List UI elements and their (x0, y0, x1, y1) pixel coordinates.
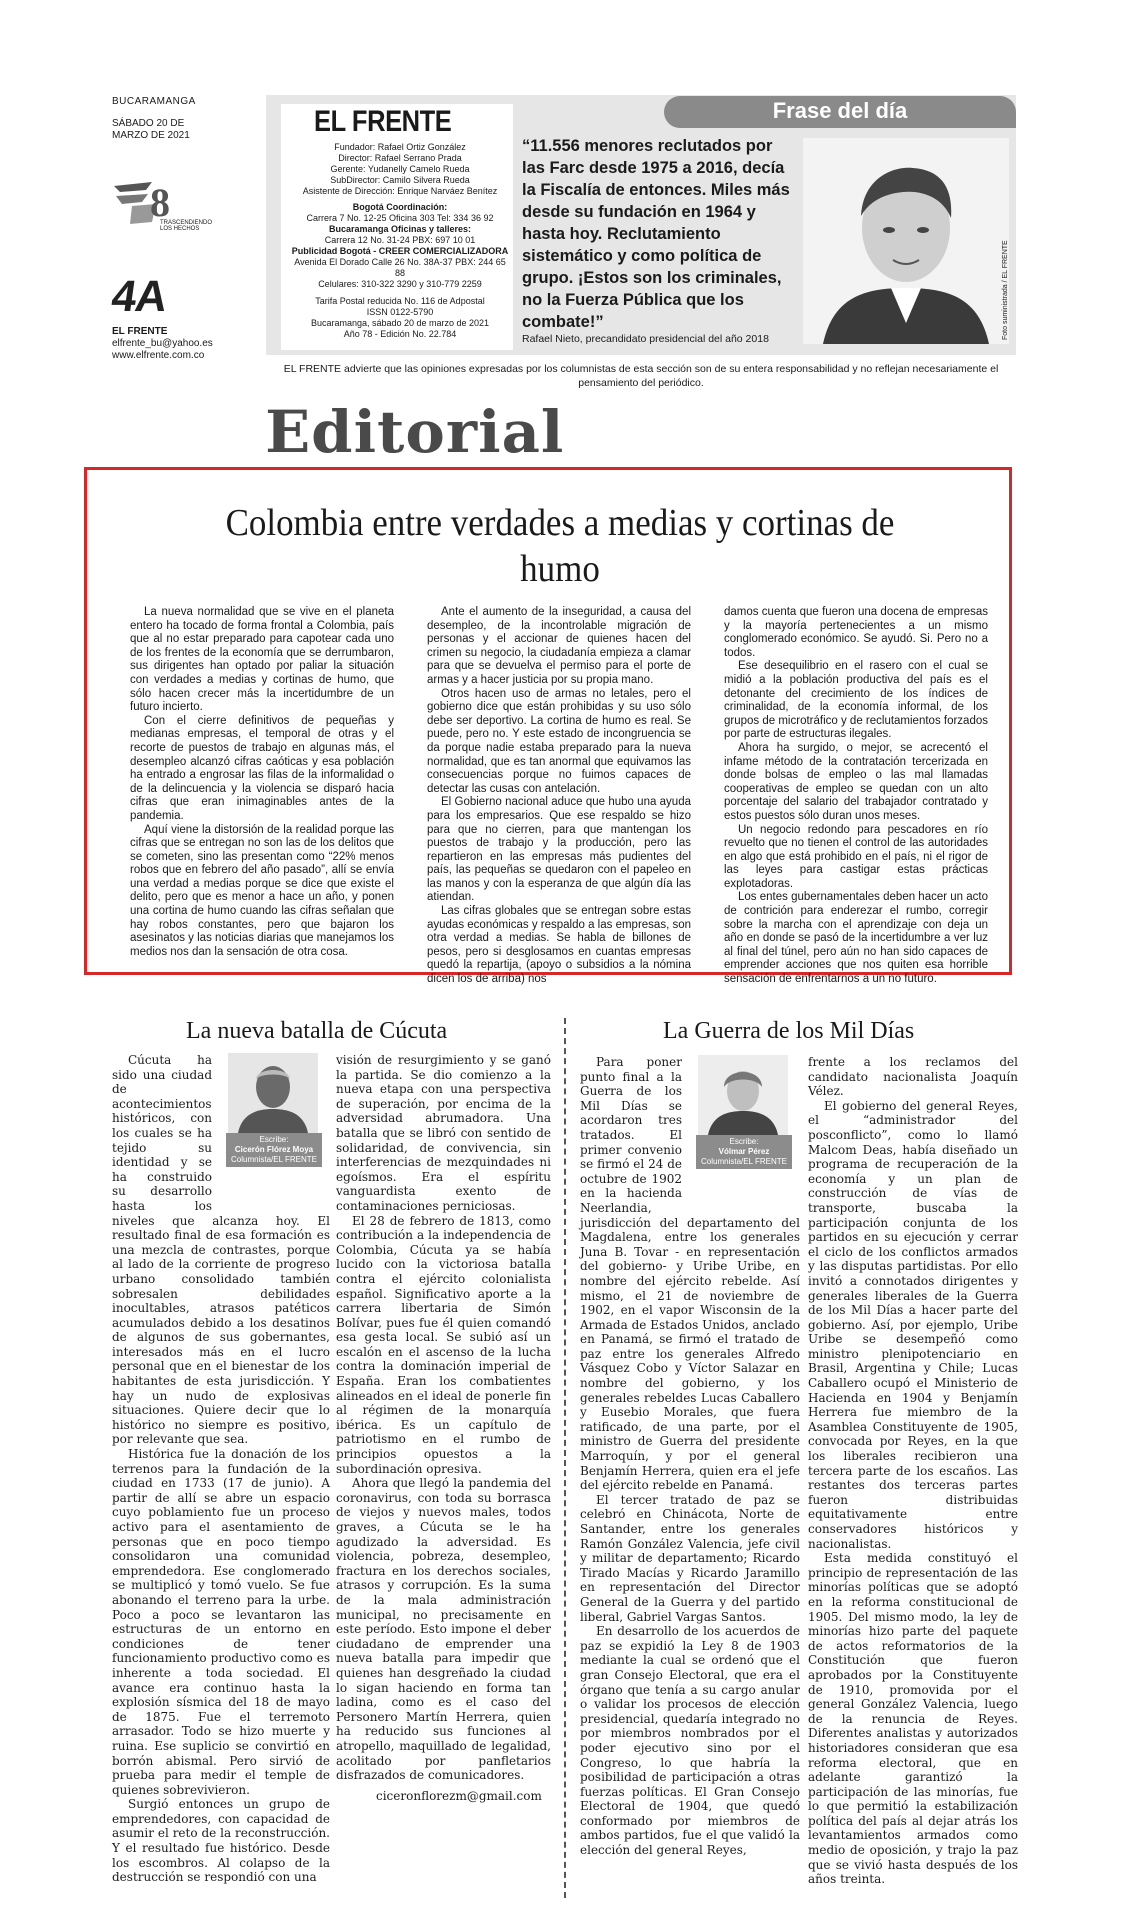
caption-escribe: Escribe: (729, 1137, 759, 1146)
author-email[interactable]: ciceronflorezm@gmail.com (376, 1788, 542, 1803)
paragraph: Ese desequilibrio en el rasero con el cual se midió a la población productiva del país es el detonante del crecimiento de los índices de criminalidad, de la economía informal, de los grupos de microtráfico y de reclutamientos forzados por parte de estructuras ilegales. (724, 660, 988, 741)
paragraph: La nueva normalidad que se vive en el planeta entero ha tocado de forma frontal a Colombia, país que al no estar preparado para capotear cada uno de los frentes de la economía que se derrumbaron, sus dirigentes han optado por paliar la situación con verdades a medias y cortinas de humo, que sólo hacen crecer más la incertidumbre de un futuro incierto. (130, 606, 394, 714)
column-right-title: La Guerra de los Mil Días (663, 1018, 915, 1044)
logo-tagline: TRASCENDIENDO LOS HECHOS (160, 220, 213, 232)
staff-line: ISSN 0122-5790 (366, 307, 434, 317)
caption-escribe: Escribe: (259, 1135, 289, 1144)
paragraph: Con el cierre definitivos de pequeñas y medianas empresas, el temporal de otras y el recorte de puestos de trabajo en algunas más, el desempleo alcanzó cifras caóticas y esa población ha entrado a engrosar las filas de la informalidad o de la delincuencia y la violencia se disparó hacia cifras que eran inimaginables antes de la pandemia. (130, 714, 394, 822)
author-photo-box (218, 1053, 330, 1203)
paragraph: Ante el aumento de la inseguridad, a causa del desempleo, de la incontrolable migración de personas y el accionar de quienes hacen del crimen su negocio, la ciudadanía empieza a clamar para que se devuelva el permiso para el porte de armas y a hacer justicia por su propia mano. (427, 606, 691, 686)
staff-line: Publicidad Bogotá - CREER COMERCIALIZADORA (291, 246, 509, 256)
caption-role: Columnista/EL FRENTE (701, 1157, 787, 1166)
paragraph: Para poner punto final a la Guerra de los Mil Días se acordaron tres tratados. El primer convenio se firmó el 24 de octubre de 1902 en la hacienda Neerlandia, jurisdicción del departamento del Magdalena, entre los generales Juna B. Tovar - en representación del gobierno- y Uribe Uribe, en nombre del ejército rebelde. Así mismo, el 21 de noviembre de 1902, en el vapor Wisconsin de la Armada de Estados Unidos, anclado en Panamá, se firmó el tratado de paz entre los generales Alfredo Vásquez Cobo y Víctor Salazar en nombre del gobierno, y los generales rebeldes Lucas Caballero y Eusebio Morales, que fuera ratificado, de una parte, por el ministro de Guerra del presidente Marroquín, y por el general Benjamín Herrera, quien era el jefe del ejército rebelde en Panamá. (580, 1055, 800, 1493)
paragraph: Ahora que llegó la pandemia del coronavirus, con toda su borrasca de viejos y nuevos males, todos graves, a Cúcuta se le ha agudizado la adversidad. Es violencia, pobreza, desempleo, fractura en los derechos sociales, atrasos y corrupción. Es la suma de la mala administración municipal, no precisamente en este período. Esto impone el deber ciudadano de emprender una nueva batalla para impedir que quienes han desgreñado la ciudad lo sigan haciendo en forma tan ladina, como es el caso del Personero Martín Herrera, quien ha reducido sus funciones al atropello, maquillado de legalidad, acolitado por panfletarios disfrazados de comunicadores. (336, 1476, 551, 1783)
paragraph: Histórica fue la donación de los terrenos para la fundación de la ciudad en 1733 (17 de junio). A partir de allí se abre un espacio cuyo poblamiento fue un proceso activo para el asentamiento de personas que en poco tiempo consolidaron una comunidad emprendedora. Ese conglomerado se multiplicó y tomó vuelo. Se fue abonando el terreno para la urbe. Poco a poco se levantaron las estructuras de un entorno en condiciones de tener funcionamiento productivo como es inherente a toda sociedad. El avance era continuo hasta la explosión sísmica del 18 de mayo de 1875. Fue el terremoto arrasador. Todo se hizo muerte y ruina. Ese suplicio se convirtió en borrón abismal. Pero sirvió de prueba para medir el temple de quienes sobrevivieron. (112, 1447, 330, 1797)
editorial-banner: Editorial (265, 398, 565, 466)
page-number: 4A (108, 272, 170, 321)
photo-credit: Foto suministrada / EL FRENTE (1002, 240, 1009, 340)
staff-line: Año 78 - Edición No. 22.784 (343, 329, 457, 339)
paragraph: Cúcuta ha sido una ciudad de acontecimientos históricos, con los cuales se ha tejido su identidad y se ha construido su desarrollo hasta los niveles que alcanza hoy. El resultado final de esa formación es una mezcla de contrastes, porque al lado de la corriente de progreso urbano consolidado también sobresalen debilidades inocultables, atrasos patéticos acumulados debido a los desatinos de algunos de sus gobernantes, interesados más en el lucro personal que en el bienestar de los habitantes de esta jurisdicción. Y hay un nudo de explosivas situaciones. Quiere decir que lo histórico no siempre es positivo, por relevante que sea. (112, 1053, 330, 1447)
staff-line: Asistente de Dirección: Enrique Narváez Benítez (302, 186, 498, 196)
paragraph: El 28 de febrero de 1813, como contribución a la independencia de Colombia, Cúcuta ya se había lucido con la victoriosa batalla contra el ejército colonialista español. Significativo aporte a la carrera libertaria de Simón Bolívar, pues fue él quien comandó esa gesta local. Se subió así un escalón en el ascenso de la lucha contra la dominación imperial de España. Eran los combatientes alineados en el ideal de ponerle fin al régimen de la monarquía ibérica. Es un capítulo de patriotismo en el rumbo de principios opuestos a la subordinación opresiva. (336, 1213, 551, 1476)
author-photo (228, 1053, 318, 1133)
author-photo (698, 1055, 788, 1135)
author-caption (226, 1133, 322, 1167)
staff-line: Bogotá Coordinación: (352, 202, 448, 212)
paragraph: Esta medida constituyó el principio de representación de las minorías políticas que se adoptó en la reforma constitucional de 1905. Del mismo modo, la ley de minorías hizo parte del paquete de actos reformatorios de la Constitución que fueron aprobados por la Constituyente de 1910, promovida por el general González Valencia, luego de la renuncia de Reyes. Diferentes analistas y autorizados historiadores consideran que esa reforma electoral, que en adelante garantizó la participación de las minorías, fue lo que permitió la estabilización política del país al dejar atrás los levantamientos armados como medio de oposición, y trajo la paz que se vivió hasta después de los años treinta. (808, 1551, 1018, 1887)
staff-line: Tarifa Postal reducida No. 116 de Adpostal (315, 296, 485, 306)
staff-line: Carrera 7 No. 12-25 Oficina 303 Tel: 334 36 92 (306, 213, 494, 223)
paragraph: El gobierno del general Reyes, el “administrador del posconflicto”, como lo llamó Malcom Deas, había diseñado un programa de recuperación de la economía y un plan de construcción de vías de transporte, buscaba la participación conjunta de los partidos en su ejecución y cerrar el ciclo de los conflictos armados y las disputas partidistas. Por ello invitó a connotados dirigentes y generales liberales de la Guerra de los Mil Días a hacer parte del gobierno. Así, por ejemplo, Uribe Uribe se desempeñó como ministro plenipotenciario en Brasil, Argentina y Chile; Lucas Caballero ocupó el Ministerio de Hacienda en 1904 y Benjamín Herrera fue miembro de la Asamblea Constituyente de 1905, convocada por Reyes, en la que los liberales recibieron una tercera parte de los escaños. Las restantes dos terceras partes fueron distribuidas equitativamente entre conservadores históricos y nacionalistas. (808, 1098, 1018, 1551)
left-contact (112, 338, 213, 362)
staff-line: Bucaramanga, sábado 20 de marzo de 2021 (310, 318, 490, 328)
frase-author: Rafael Nieto, precandidato presidencial del año 2018 (522, 333, 769, 345)
caption-name: Vólmar Pérez (718, 1147, 770, 1156)
masthead-staff (290, 142, 510, 340)
frase-photo (803, 138, 1009, 344)
frase-label: Frase del día (772, 98, 908, 123)
paragraph: Las cifras globales que se entregan sobre estas ayudas económicas y respaldo a las empresas, son otra verdad a medias. Se habla de billones de pesos, pero si desglosamos en cuantas empresas quedó la repartija, (apoyo o subsidios a la nómina dicen los de arriba) nos (427, 905, 692, 986)
paragraph: Ahora ha surgido, o mejor, se acrecentó el infame método de la contratación tercerizada en donde bolsas de empleo o las mal llamadas cooperativas de empleo se quedan con un alto porcentaje del salario del trabajador contratado y estos puestos sólo duran unos meses. (724, 741, 988, 822)
column-left-title: La nueva batalla de Cúcuta (186, 1018, 448, 1044)
website-link[interactable]: www.elfrente.com.co (112, 350, 205, 361)
paragraph: El Gobierno nacional aduce que hubo una ayuda para los empresarios. Que ese respaldo se hizo para que no cierren, para que mantengan los puestos de trabajo y la producción, pero las repartieron en las empresas más pudientes del país, las pequeñas se quedaron con el papeleo en las manos y con la esperanza de que algún día las atiendan. (427, 796, 691, 904)
staff-line: Director: Rafael Serrano Prada (338, 153, 462, 163)
caption-role: Columnista/EL FRENTE (231, 1155, 317, 1164)
staff-line: Avenida El Dorado Calle 26 No. 38A-37 PBX: 244 65 88 (294, 257, 506, 278)
caption-name: Cicerón Flórez Moya (234, 1145, 314, 1154)
column-divider (564, 1018, 566, 1898)
masthead-title: EL FRENTE (314, 105, 452, 138)
staff-line: Gerente: Yudanelly Camelo Rueda (330, 164, 470, 174)
disclaimer: EL FRENTE advierte que las opiniones expresadas por los columnistas de esta sección son de su entera responsabilidad y no reflejan necesariamente el pensamiento del periódico. (283, 363, 999, 389)
paragraph: El tercer tratado de paz se celebró en Chinácota, Norte de Santander, entre los generales Ramón González Valencia, jefe civil y militar de departamento; Ricardo Tirado Macías y Ricardo Jaramillo en representación del Director General de la Guerra y del partido liberal, Gabriel Vargas Santos. (580, 1492, 800, 1624)
left-article-column-2 (336, 1053, 551, 1803)
email-link[interactable]: elfrente_bu@yahoo.es (112, 338, 213, 349)
frase-quote: “11.556 menores reclutados por las Farc desde 1975 a 2016, decía la Fiscalía de entonces. Miles más desde su fundación en 1964 y hasta hoy. Reclutamiento sistemático y como política de grupo. ¡Estos son los criminales, no la Fuerza Pública que los combate!” (522, 137, 790, 331)
date-line: SÁBADO 20 DE MARZO DE 2021 (112, 118, 190, 141)
staff-line: SubDirector: Camilo Silvera Rueda (330, 175, 470, 185)
paragraph: En desarrollo de los acuerdos de paz se expidió la Ley 8 de 1903 mediante la cual se ordenó que el gran Consejo Electoral, que era el órgano que tenía a su cargo anular o validar los procesos de elección presidencial, quedaría integrado no por miembros nombrados por el poder ejecutivo sino por el Congreso, lo que habría la posibilidad de participación a otras fuerzas políticas. El Gran Consejo Electoral de 1904, que quedó conformado por miembros de ambos partidos, fue el que validó la elección del general Reyes, (580, 1624, 800, 1858)
city-label: BUCARAMANGA (112, 96, 196, 107)
paragraph: frente a los reclamos del candidato nacionalista Joaquín Vélez. (808, 1055, 1018, 1099)
editorial-column-2 (427, 606, 691, 987)
newspaper-logo (112, 178, 222, 238)
paragraph: visión de resurgimiento y se ganó la partida. Se dio comienzo a la nueva etapa con una perspectiva de superación, por encima de la adversidad abrumadora. Una batalla que se libró con sentido de solidaridad, de convivencia, sin interferencias de mezquindades ni egoísmos. Era el espíritu vanguardista exento de contaminaciones perniciosas. (336, 1053, 551, 1213)
editorial-column-1 (130, 606, 394, 959)
paragraph: Otros hacen uso de armas no letales, pero el gobierno dice que están prohibidas y su uso sólo debe ser deportivo. La cortina de humo es real. Se puede, pero no. Y este estado de incongruencia se da porque nadie estaba preparado para la nueva normalidad, que es tan anormal que equivamos las consecuencias porque no fuimos capaces de detectar las cusas con antelación. (427, 687, 691, 795)
staff-line: Carrera 12 No. 31-24 PBX: 697 10 01 (324, 235, 476, 245)
staff-line: Fundador: Rafael Ortiz González (334, 142, 466, 152)
right-article-column-1 (580, 1055, 800, 1858)
staff-line: Bucaramanga Oficinas y talleres: (328, 224, 472, 234)
paragraph: damos cuenta que fueron una docena de empresas y la mayoría pertenecientes a un mismo conglomerado económico. Se ayudó. Si. Pero no a todos. (724, 606, 988, 659)
author-photo-box (688, 1055, 800, 1205)
paragraph: Surgió entonces un grupo de emprendedores, con capacidad de asumir el reto de la reconstrucción. Y el resultado fue histórico. Desde los escombros. Al colapso de la destrucción se respondió con una (112, 1797, 330, 1885)
paragraph: Aquí viene la distorsión de la realidad porque las cifras que se entregan no son las de los delitos que se cometen, sino las presentan como “22% menos robos que en febrero del año pasado”, allí se envía una verdad a medias porque se dice que existe el delito, pero que es menor a hace un año, y ponen una cortina de humo cuando las cifras señalan que hay robos constantes, pero que bajaron los asesinatos y las noticias diarias que manejamos los medios nos dan la sensación de otra cosa. (130, 823, 394, 958)
paragraph: Los entes gubernamentales deben hacer un acto de contrición para enderezar el rumbo, corregir sobre la marcha con el aprendizaje con deja un año en donde se pasó de la incertidumbre a ver luz al final del túnel, pero aún no han sido capaces de emprender acciones que nos quiten esa horrible sensación de enfrentarnos a un no futuro. (724, 891, 988, 986)
left-article-column-1 (112, 1053, 330, 1885)
editorial-column-3 (724, 606, 988, 987)
left-brand: EL FRENTE (112, 326, 168, 337)
author-caption (696, 1135, 792, 1169)
editorial-title: Colombia entre verdades a medias y cortinas de humo (225, 502, 895, 590)
right-article-column-2 (808, 1055, 1018, 1887)
svg-text:8: 8 (150, 180, 170, 225)
staff-line: Celulares: 310-322 3290 y 310-779 2259 (318, 279, 482, 289)
paragraph: Un negocio redondo para pescadores en río revuelto que no tienen el control de las autoridades en algo que está prohibido en el país, ni el rigor de las leyes para castigar estas prácticas explotadoras. (724, 823, 988, 890)
